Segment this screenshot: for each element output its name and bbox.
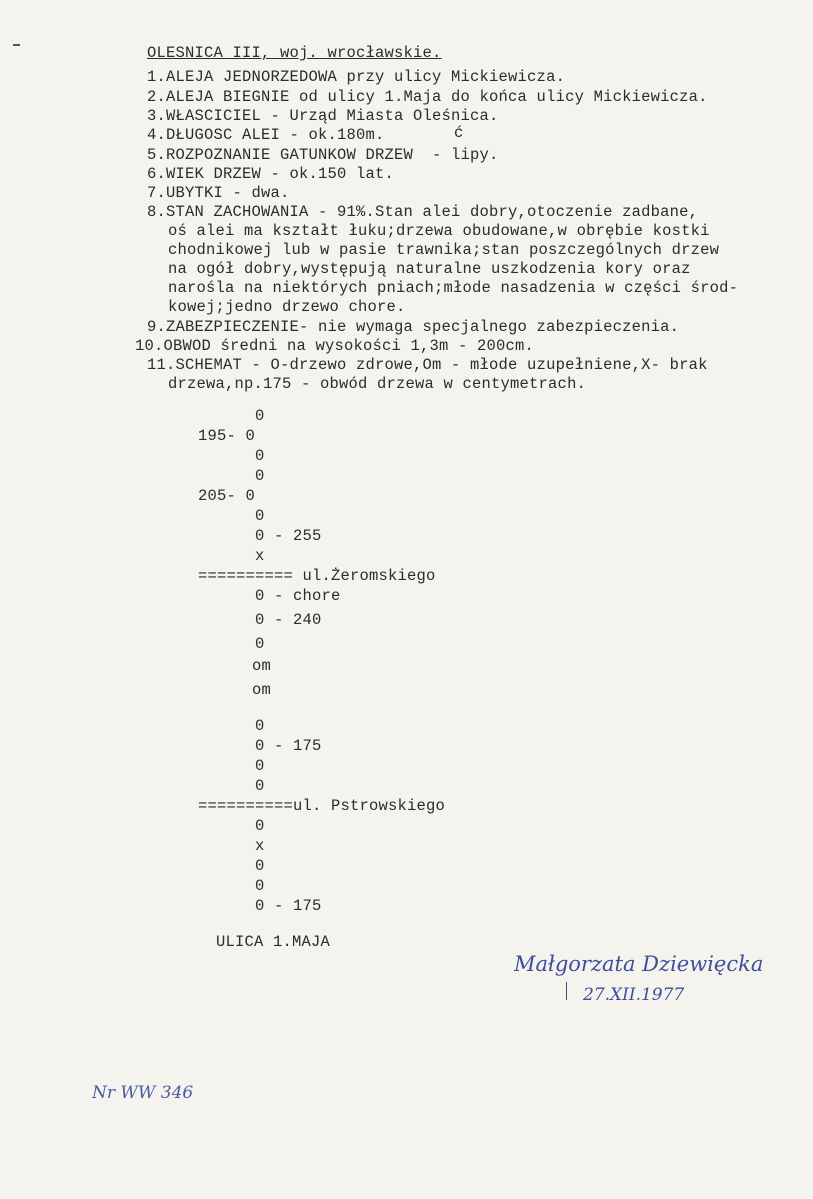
item-8: 8.STAN ZACHOWANIA - 91%.Stan alei dobry,otoczenie zadbane, <box>147 203 699 221</box>
signature-divider <box>566 982 568 1000</box>
street-footer: ULICA 1.MAJA <box>216 933 331 951</box>
item-8-cont-4: narośla na niektórych pniach;młode nasadzenia w części środ- <box>168 279 739 297</box>
item-8-cont-3: na ogół dobry,występują naturalne uszkodzenia kory oraz <box>168 260 691 278</box>
schema-line: x <box>255 547 265 565</box>
item-8-cont-1: oś alei ma kształt łuku;drzewa obudowane,w obrębie kostki <box>168 222 710 240</box>
item-3: 3.WŁASCICIEL - Urząd Miasta Oleśnica. <box>147 107 499 125</box>
item-9: 9.ZABEZPIECZENIE- nie wymaga specjalnego zabezpieczenia. <box>147 318 680 336</box>
schema-line: 0 <box>255 857 265 875</box>
punch-mark <box>13 44 20 46</box>
item-1: 1.ALEJA JEDNORZEDOWA przy ulicy Mickiewicza. <box>147 68 566 86</box>
schema-line: 0 - 240 <box>255 611 322 629</box>
item-11-cont: drzewa,np.175 - obwód drzewa w centymetrach. <box>168 375 587 393</box>
schema-line: 0 - 255 <box>255 527 322 545</box>
stray-mark: ć <box>454 124 464 142</box>
schema-line: 0 <box>255 757 265 775</box>
schema-line: 0 - 175 <box>255 737 322 755</box>
schema-line: 0 <box>255 777 265 795</box>
archive-number: Nr WW 346 <box>92 1083 194 1103</box>
schema-line: om <box>252 657 272 675</box>
item-6: 6.WIEK DRZEW - ok.150 lat. <box>147 165 395 183</box>
street-crossing-zeromskiego: ========== ul.Żeromskiego <box>198 567 436 585</box>
schema-line: 0 <box>255 635 265 653</box>
item-8-cont-5: kowej;jedno drzewo chore. <box>168 298 406 316</box>
schema-line: 0 <box>255 447 265 465</box>
street-crossing-pstrowskiego: ==========ul. Pstrowskiego <box>198 797 446 815</box>
item-5: 5.ROZPOZNANIE GATUNKOW DRZEW - lipy. <box>147 146 499 164</box>
item-2: 2.ALEJA BIEGNIE od ulicy 1.Maja do końca ulicy Mickiewicza. <box>147 88 708 106</box>
schema-line: 0 - 175 <box>255 897 322 915</box>
handwritten-signature: Małgorzata Dziewięcka <box>514 952 764 976</box>
schema-line: 0 <box>255 817 265 835</box>
schema-line: 0 <box>255 507 265 525</box>
item-11: 11.SCHEMAT - O-drzewo zdrowe,Om - młode uzupełniene,X- brak <box>147 356 708 374</box>
schema-line: x <box>255 837 265 855</box>
item-8-cont-2: chodnikowej lub w pasie trawnika;stan poszczególnych drzew <box>168 241 720 259</box>
schema-line: 0 <box>255 407 265 425</box>
schema-line: 0 <box>255 717 265 735</box>
schema-line: om <box>252 681 272 699</box>
schema-line: 0 <box>255 877 265 895</box>
schema-line: 0 - chore <box>255 587 341 605</box>
document-title: OLESNICA III, woj. wrocławskie. <box>147 44 442 62</box>
item-4: 4.DŁUGOSC ALEI - ok.180m. <box>147 126 385 144</box>
schema-line: 205- 0 <box>198 487 256 505</box>
item-10: 10.OBWOD średni na wysokości 1,3m - 200cm. <box>135 337 535 355</box>
schema-line: 0 <box>255 467 265 485</box>
item-7: 7.UBYTKI - dwa. <box>147 184 290 202</box>
handwritten-date: 27.XII.1977 <box>583 985 685 1005</box>
schema-line: 195- 0 <box>198 427 256 445</box>
